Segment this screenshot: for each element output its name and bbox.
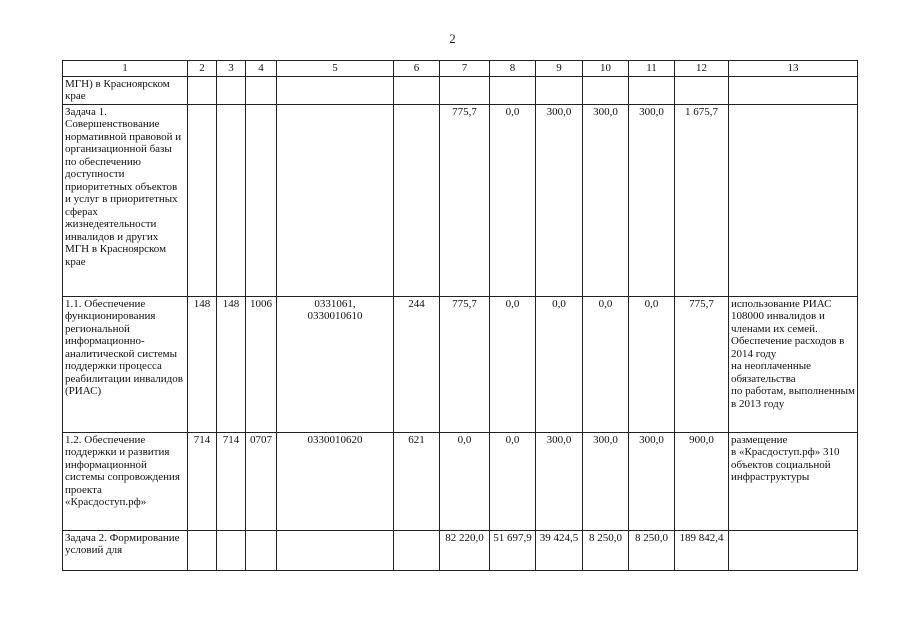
- amount-cell: 300,0: [629, 104, 675, 296]
- column-header: 10: [583, 61, 629, 77]
- amount-cell: 82 220,0: [440, 530, 490, 570]
- table-cell: [629, 76, 675, 104]
- amount-cell: 0,0: [490, 432, 536, 530]
- table-cell: [188, 76, 217, 104]
- amount-cell: 775,7: [440, 296, 490, 432]
- amount-cell: 0,0: [629, 296, 675, 432]
- amount-cell: 8 250,0: [629, 530, 675, 570]
- row-title: МГН) в Красноярском крае: [63, 76, 188, 104]
- program-table: [62, 60, 858, 571]
- table-cell: [188, 530, 217, 570]
- amount-cell: 0,0: [490, 104, 536, 296]
- amount-cell: 189 842,4: [675, 530, 729, 570]
- row-title: Задача 2. Формирование условий для: [63, 530, 188, 570]
- amount-cell: 300,0: [536, 104, 583, 296]
- table-row: [63, 530, 858, 570]
- table-cell: 621: [394, 432, 440, 530]
- column-header: 13: [729, 61, 858, 77]
- table-row: [63, 76, 858, 104]
- amount-cell: 775,7: [675, 296, 729, 432]
- table-cell: [217, 530, 246, 570]
- amount-cell: 300,0: [629, 432, 675, 530]
- column-number-row: [63, 61, 858, 77]
- result-description: размещение в «Красдоступ.рф» 310 объектов социальной инфраструктуры: [729, 432, 858, 530]
- column-header: 1: [63, 61, 188, 77]
- table-cell: [729, 104, 858, 296]
- table-cell: [246, 76, 277, 104]
- table-cell: [729, 76, 858, 104]
- page-number: 2: [449, 31, 456, 46]
- amount-cell: 39 424,5: [536, 530, 583, 570]
- table-cell: 714: [217, 432, 246, 530]
- row-title: 1.2. Обеспечение поддержки и развития информационной системы сопровождения проекта «Красдоступ.рф»: [63, 432, 188, 530]
- amount-cell: 300,0: [583, 432, 629, 530]
- table-cell: [246, 104, 277, 296]
- amount-cell: 0,0: [583, 296, 629, 432]
- column-header: 6: [394, 61, 440, 77]
- table-cell: 148: [188, 296, 217, 432]
- table-cell: [277, 530, 394, 570]
- amount-cell: 8 250,0: [583, 530, 629, 570]
- table-row: [63, 432, 858, 530]
- row-title: 1.1. Обеспечение функционирования региональной информационно-аналитической системы поддержки процесса реабилитации инвалидов (РИАС): [63, 296, 188, 432]
- amount-cell: 0,0: [536, 296, 583, 432]
- column-header: 2: [188, 61, 217, 77]
- table-row: [63, 104, 858, 296]
- column-header: 12: [675, 61, 729, 77]
- amount-cell: 900,0: [675, 432, 729, 530]
- amount-cell: 1 675,7: [675, 104, 729, 296]
- column-header: 7: [440, 61, 490, 77]
- amount-cell: 0,0: [490, 296, 536, 432]
- amount-cell: 300,0: [536, 432, 583, 530]
- table-cell: [217, 76, 246, 104]
- table-cell: 148: [217, 296, 246, 432]
- table-cell: 0331061, 0330010610: [277, 296, 394, 432]
- row-title: Задача 1. Совершенствование нормативной правовой и организационной базы по обеспечению доступности приоритетных объектов и услуг в приоритетных сферах жизнедеятельности инвалидов и других МГН в Красноярском крае: [63, 104, 188, 296]
- column-header: 8: [490, 61, 536, 77]
- column-header: 4: [246, 61, 277, 77]
- table-cell: 714: [188, 432, 217, 530]
- table-cell: [277, 104, 394, 296]
- table-cell: [675, 76, 729, 104]
- column-header: 5: [277, 61, 394, 77]
- table-cell: 244: [394, 296, 440, 432]
- table-cell: [188, 104, 217, 296]
- amount-cell: 51 697,9: [490, 530, 536, 570]
- table-cell: [490, 76, 536, 104]
- table-cell: [277, 76, 394, 104]
- table-cell: 1006: [246, 296, 277, 432]
- table-cell: [440, 76, 490, 104]
- table-cell: [536, 76, 583, 104]
- column-header: 3: [217, 61, 246, 77]
- table-cell: 0707: [246, 432, 277, 530]
- table-row: [63, 296, 858, 432]
- amount-cell: 300,0: [583, 104, 629, 296]
- table-cell: [583, 76, 629, 104]
- table-cell: [394, 104, 440, 296]
- table-cell: [217, 104, 246, 296]
- amount-cell: 0,0: [440, 432, 490, 530]
- result-description: использование РИАС 108000 инвалидов и членами их семей. Обеспечение расходов в 2014 году на неоплаченные обязательства по работам, выполненным в 2013 году: [729, 296, 858, 432]
- table-cell: [729, 530, 858, 570]
- table-cell: 0330010620: [277, 432, 394, 530]
- table-cell: [246, 530, 277, 570]
- table-cell: [394, 76, 440, 104]
- column-header: 11: [629, 61, 675, 77]
- column-header: 9: [536, 61, 583, 77]
- amount-cell: 775,7: [440, 104, 490, 296]
- table-cell: [394, 530, 440, 570]
